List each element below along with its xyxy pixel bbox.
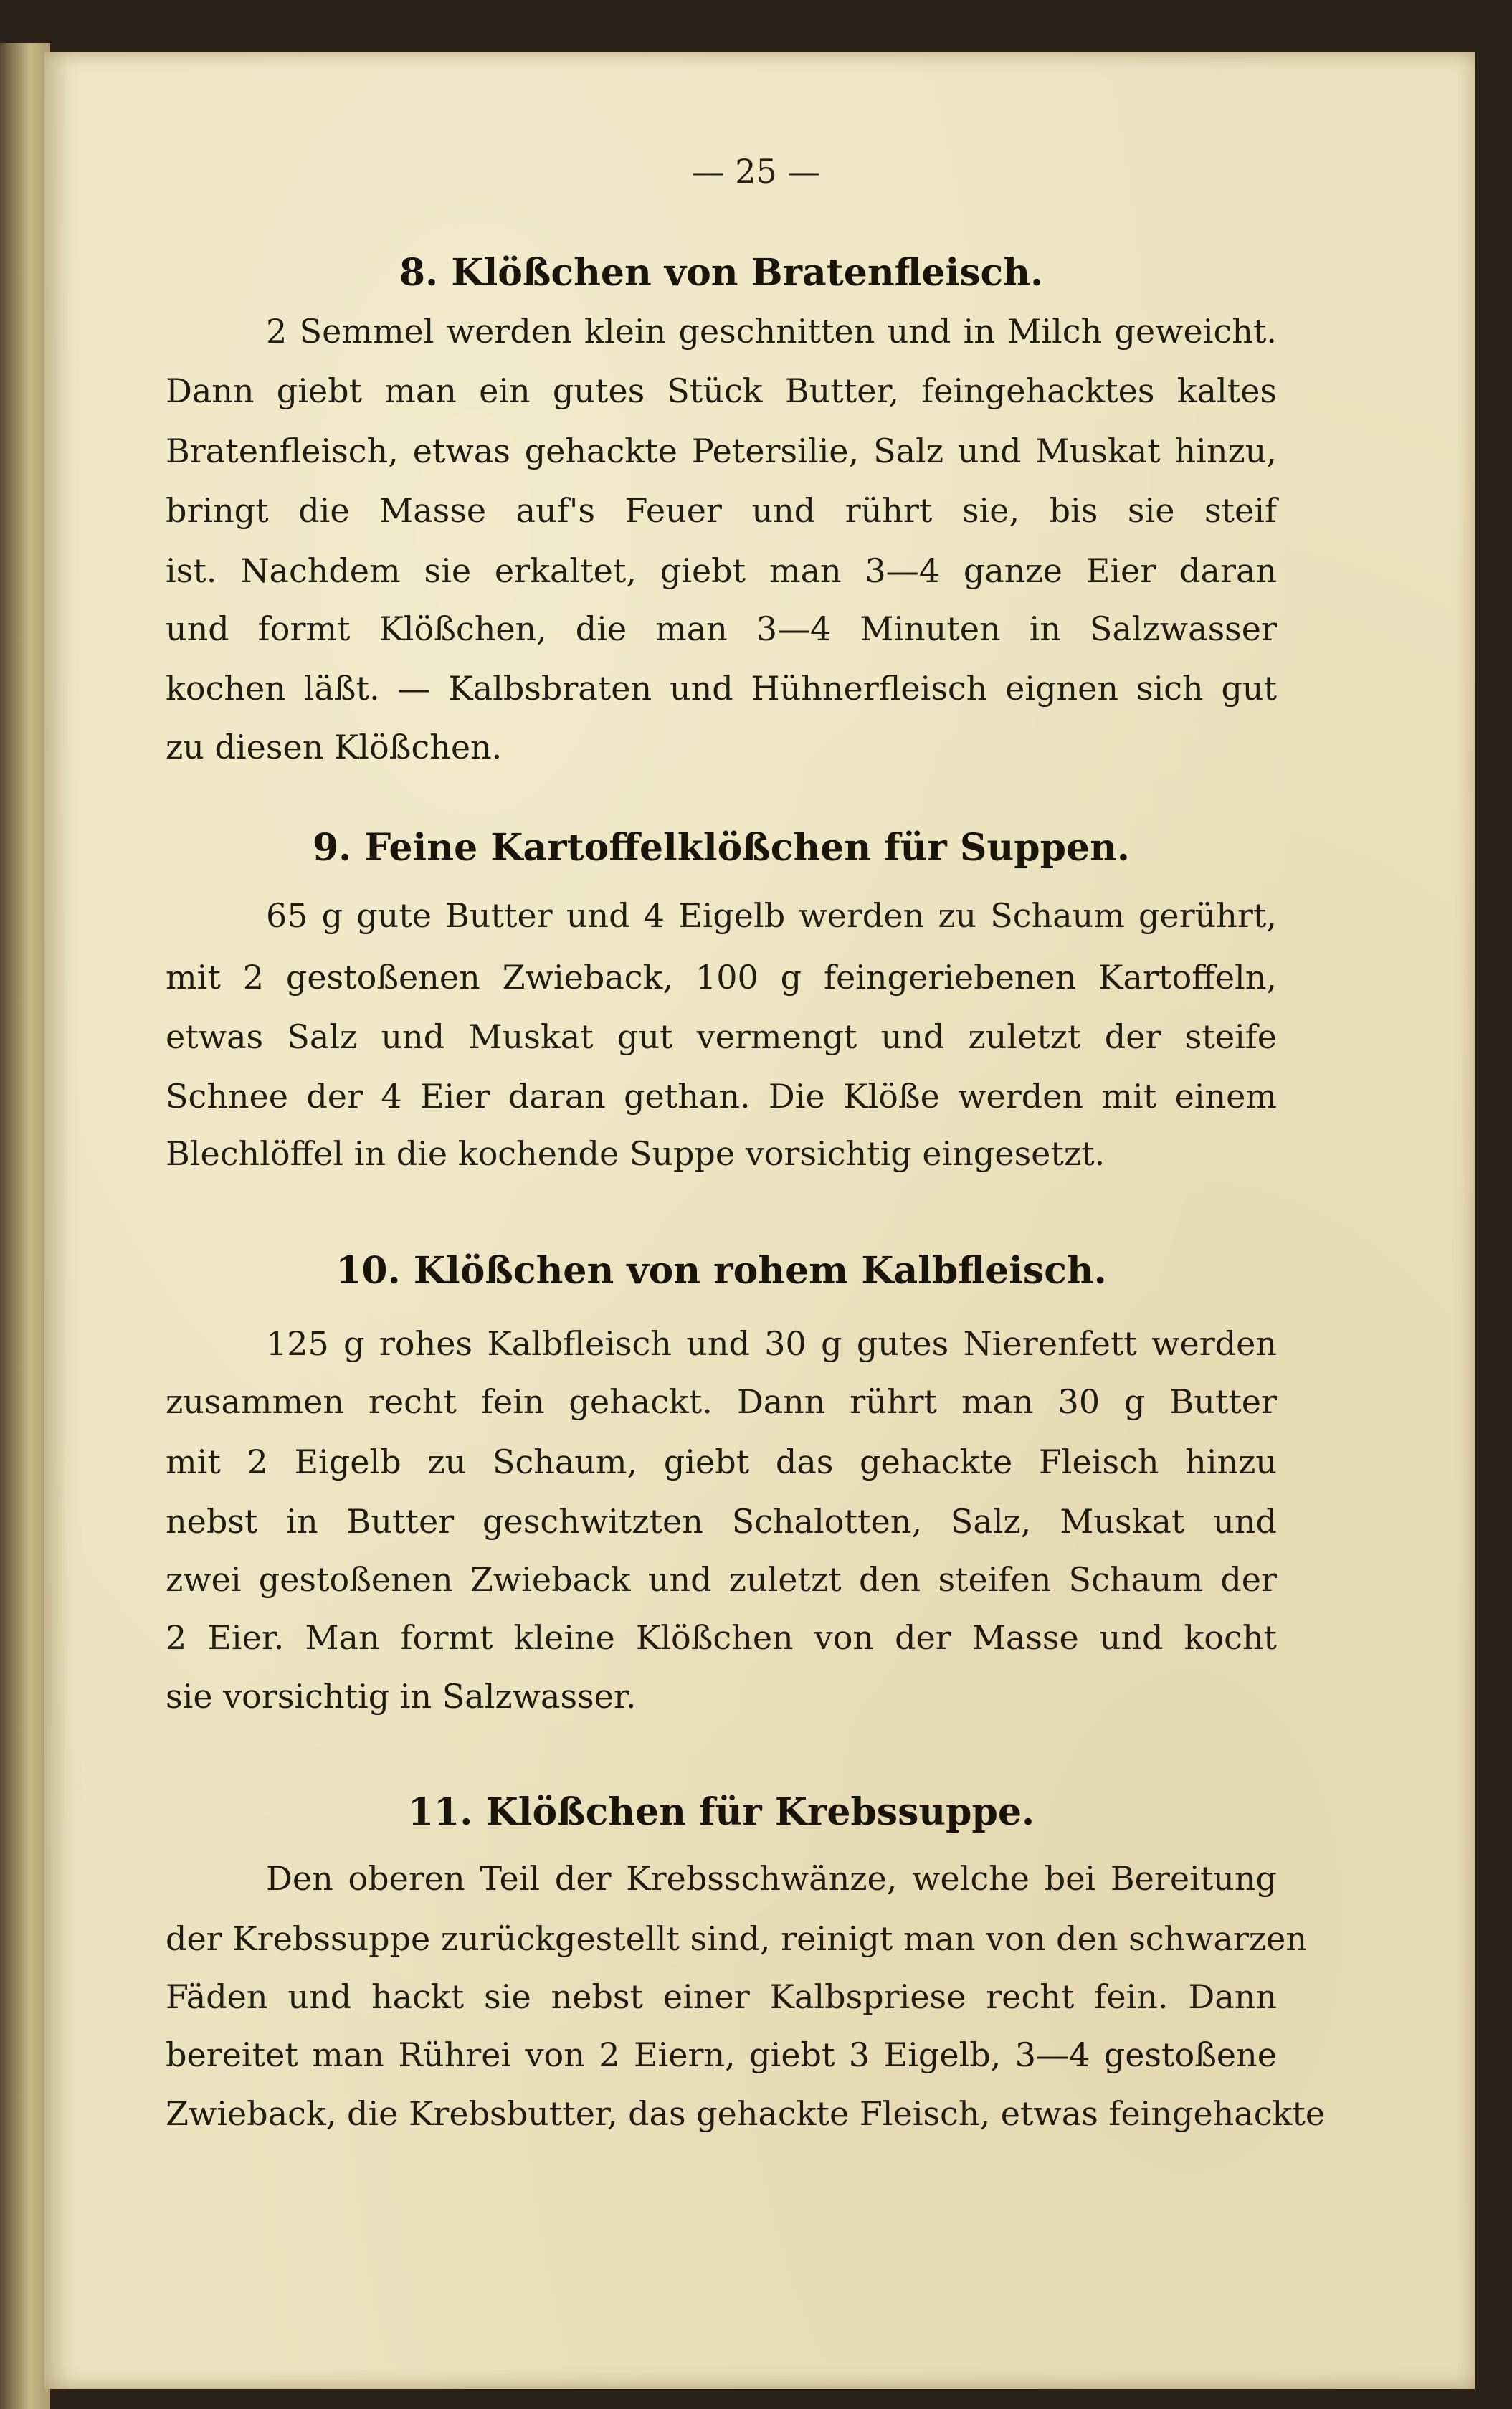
text-line: und formt Klößchen, die man 3—4 Minuten in Salzwasser xyxy=(166,609,1277,648)
text-line: Den oberen Teil der Krebsschwänze, welche bei Bereitung xyxy=(266,1859,1277,1898)
text-line: zu diesen Klößchen. xyxy=(166,728,503,766)
text-line: zusammen recht fein gehackt. Dann rührt man 30 g Butter xyxy=(166,1382,1277,1421)
text-line: mit 2 gestoßenen Zwieback, 100 g feingeriebenen Kartoffeln, xyxy=(166,958,1277,997)
recipe-heading: 8. Klößchen von Bratenfleisch. xyxy=(399,251,1044,295)
text-line: 2 Eier. Man formt kleine Klößchen von der Masse und kocht xyxy=(166,1618,1277,1657)
text-line: mit 2 Eigelb zu Schaum, giebt das gehackte Fleisch hinzu xyxy=(166,1443,1277,1481)
page-number: — 25 — xyxy=(691,152,821,191)
recipe-heading: 9. Feine Kartoffelklößchen für Suppen. xyxy=(313,826,1130,870)
recipe-heading: 10. Klößchen von rohem Kalbfleisch. xyxy=(336,1249,1107,1293)
text-line: 2 Semmel werden klein geschnitten und in Milch geweicht. xyxy=(266,312,1277,351)
text-line: Fäden und hackt sie nebst einer Kalbspriese recht fein. Dann xyxy=(166,1977,1277,2016)
text-line: sie vorsichtig in Salzwasser. xyxy=(166,1677,637,1716)
text-line: 125 g rohes Kalbfleisch und 30 g gutes Nierenfett werden xyxy=(266,1324,1277,1363)
text-line: kochen läßt. — Kalbsbraten und Hühnerfleisch eignen sich gut xyxy=(166,669,1277,708)
text-line: Dann giebt man ein gutes Stück Butter, feingehacktes kaltes xyxy=(166,371,1277,410)
text-line: bringt die Masse auf's Feuer und rührt sie, bis sie steif xyxy=(166,491,1277,530)
text-line: 65 g gute Butter und 4 Eigelb werden zu Schaum gerührt, xyxy=(266,896,1277,935)
text-line: der Krebssuppe zurückgestellt sind, reinigt man von den schwarzen xyxy=(166,1919,1307,1958)
text-line: Blechlöffel in die kochende Suppe vorsichtig eingesetzt. xyxy=(166,1134,1106,1173)
text-line: ist. Nachdem sie erkaltet, giebt man 3—4 ganze Eier daran xyxy=(166,551,1277,590)
recipe-heading: 11. Klößchen für Krebssuppe. xyxy=(407,1790,1035,1834)
text-line: Zwieback, die Krebsbutter, das gehackte Fleisch, etwas feingehackte xyxy=(166,2094,1326,2133)
text-line: etwas Salz und Muskat gut vermengt und zuletzt der steife xyxy=(166,1017,1277,1056)
text-line: zwei gestoßenen Zwieback und zuletzt den steifen Schaum der xyxy=(166,1560,1277,1599)
text-line: Schnee der 4 Eier daran gethan. Die Klöße werden mit einem xyxy=(166,1077,1277,1116)
adjacent-page-edge xyxy=(0,43,50,2409)
text-line: bereitet man Rührei von 2 Eiern, giebt 3 Eigelb, 3—4 gestoßene xyxy=(166,2035,1277,2074)
text-line: Bratenfleisch, etwas gehackte Petersilie, Salz und Muskat hinzu, xyxy=(166,432,1277,470)
text-line: nebst in Butter geschwitzten Schalotten, Salz, Muskat und xyxy=(166,1502,1277,1541)
